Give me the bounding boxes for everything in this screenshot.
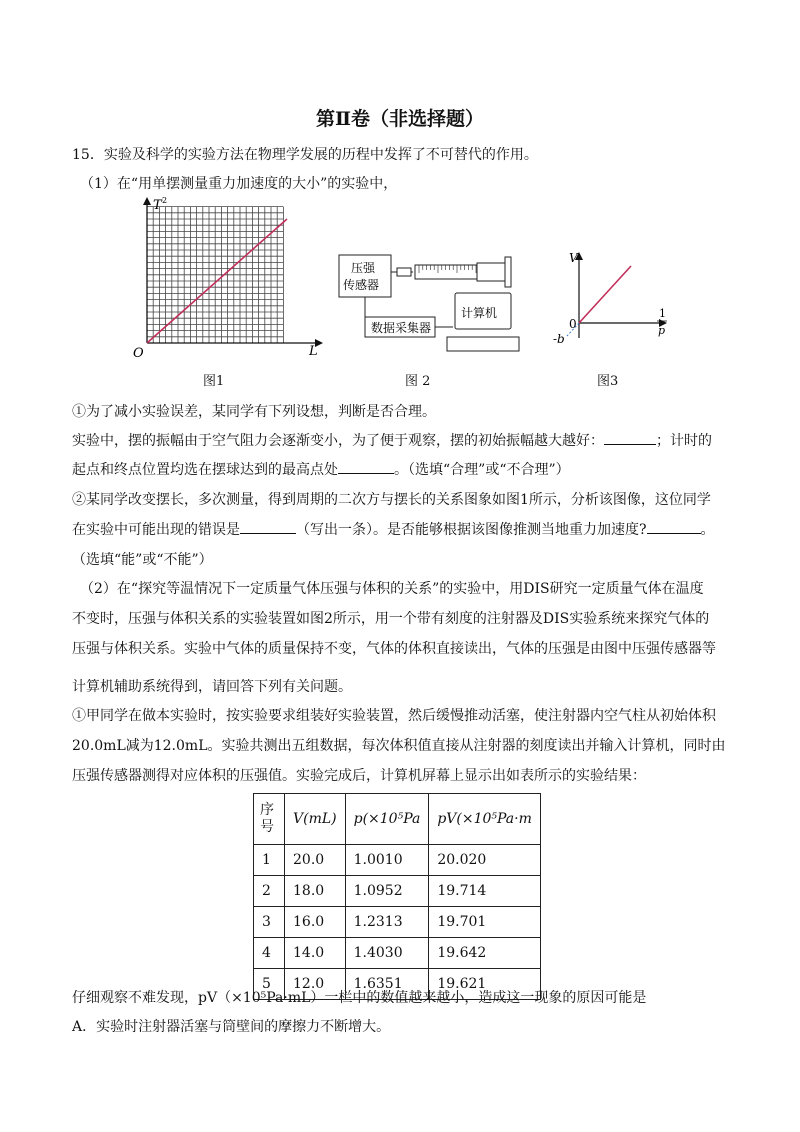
table-cell: 1.0010 — [345, 845, 429, 876]
table-cell: 20.0 — [285, 845, 346, 876]
table-cell: 2 — [254, 876, 285, 907]
table-cell: 3 — [254, 907, 285, 938]
figure-3-graph — [545, 248, 685, 360]
figure-3-origin: 0 — [569, 317, 577, 331]
part1-intro: （1）在“用单摆测量重力加速度的大小”的实验中， — [80, 176, 398, 192]
table-header-row — [254, 794, 541, 845]
figure-1-caption: 图1 — [203, 374, 225, 389]
table-cell: 1.0952 — [345, 876, 429, 907]
part2-line3: 压强与体积关系。实验中气体的质量保持不变，气体的体积直接读出，气体的压强是由图中压强传感器等 — [72, 641, 716, 657]
table-cell: 19.642 — [429, 938, 541, 969]
item2-line2 — [72, 519, 715, 539]
pressure-sensor-label-1: 压强 — [351, 261, 376, 275]
answer-blank-1[interactable] — [604, 430, 656, 445]
computer-base — [447, 337, 519, 351]
p2-item1-line1: ①甲同学在做本实验时，按实验要求组装好实验装置，然后缓慢推动活塞，使注射器内空气柱从初始体积 — [72, 708, 716, 724]
figure-1-y-label: T — [153, 198, 162, 213]
after-table-text: 仔细观察不难发现，pV（×10⁵Pa·mL）一栏中的数值越来越小，造成这一现象的原因可能是 — [72, 990, 647, 1006]
table-cell: 12.0 — [285, 969, 346, 1000]
figure-2-apparatus — [335, 245, 525, 360]
table-cell: 14.0 — [285, 938, 346, 969]
table-cell: 18.0 — [285, 876, 346, 907]
p2-item1-line2: 20.0mL减为12.0mL。实验共测出五组数据，每次体积值直接从注射器的刻度读出并输入计算机，同时由 — [72, 738, 726, 754]
figure-3-caption: 图3 — [597, 374, 619, 389]
table-row — [254, 938, 541, 969]
table-cell: 1.6351 — [345, 969, 429, 1000]
item1-line1 — [72, 430, 712, 450]
figure-1-graph — [125, 195, 325, 365]
figure-3-y-label: V — [569, 251, 578, 265]
figure-1-y-arrow — [143, 197, 151, 205]
item1-line2-text-b: 。（选填“合理”或“不合理”） — [394, 462, 570, 478]
item2-line3: （选填“能”或“不能”） — [72, 552, 213, 568]
data-collector-label: 数据采集器 — [371, 321, 432, 335]
answer-blank-2[interactable] — [338, 459, 394, 474]
answer-blank-3[interactable] — [240, 519, 296, 534]
part2-line2: 不变时，压强与体积关系的实验装置如图2所示，用一个带有刻度的注射器及DIS实验系统来探究气体的 — [72, 611, 710, 627]
item1-line1-text-b: ；计时的 — [656, 433, 712, 449]
item2-line2-text-a: 在实验中可能出现的错误是 — [72, 522, 240, 538]
figure-1-grid — [147, 207, 283, 343]
table-cell: 4 — [254, 938, 285, 969]
table-cell: 20.020 — [429, 845, 541, 876]
syringe-barrel — [415, 265, 477, 279]
table-cell: 1 — [254, 845, 285, 876]
option-a: A．实验时注射器活塞与筒壁间的摩擦力不断增大。 — [72, 1019, 391, 1035]
item1-intro: ①为了减小实验误差，某同学有下列设想，判断是否合理。 — [72, 404, 436, 420]
figure-3-neg-label: -b — [553, 332, 565, 346]
table-cell: 1.2313 — [345, 907, 429, 938]
table-cell: 19.714 — [429, 876, 541, 907]
table-cell: 5 — [254, 969, 285, 1000]
question-intro: 15．实验及科学的实验方法在物理学发展的历程中发挥了不可替代的作用。 — [72, 147, 538, 163]
table-row — [254, 907, 541, 938]
table-cell: 1.4030 — [345, 938, 429, 969]
figure-2-caption: 图 2 — [405, 374, 431, 389]
data-table — [253, 793, 541, 1000]
part2-line4: 计算机辅助系统得到，请回答下列有关问题。 — [72, 679, 352, 695]
section-title: 第Ⅱ卷（非选择题） — [315, 108, 484, 130]
table-row — [254, 876, 541, 907]
syringe-tip — [397, 268, 411, 276]
item2-line2-text-c: 。 — [700, 522, 715, 538]
figure-3-data-line — [579, 266, 631, 323]
syringe-plunger-head — [505, 257, 511, 287]
computer-label: 计算机 — [461, 306, 498, 320]
table-header-volume: V(mL) — [285, 794, 346, 845]
table-cell: 16.0 — [285, 907, 346, 938]
answer-blank-4[interactable] — [647, 519, 701, 534]
table-header-pv: pV(×10⁵Pa·m — [429, 794, 541, 845]
p2-item1-line3: 压强传感器测得对应体积的压强值。实验完成后，计算机屏幕上显示出如表所示的实验结果： — [72, 768, 646, 784]
figure-1-y-label-sup: 2 — [162, 196, 168, 205]
table-cell: 19.701 — [429, 907, 541, 938]
item2-line1: ②某同学改变摆长，多次测量，得到周期的二次方与摆长的关系图象如图1所示，分析该图像，这位同学 — [72, 492, 711, 508]
pressure-sensor-label-2: 传感器 — [343, 278, 380, 292]
table-cell: 19.621 — [429, 969, 541, 1000]
figure-1-origin: O — [133, 346, 144, 361]
figure-3-x-label-num: 1 — [659, 307, 666, 320]
part2-line1: （2）在“探究等温情况下一定质量气体压强与体积的关系”的实验中，用DIS研究一定质量气体在温度 — [80, 581, 704, 597]
figure-3-x-label-den: p — [658, 324, 666, 337]
item1-line2 — [72, 459, 570, 479]
table-row — [254, 845, 541, 876]
table-header-pressure: p(×10⁵Pa — [345, 794, 429, 845]
syringe-plunger — [477, 263, 505, 281]
item1-line1-text-a: 实验中，摆的振幅由于空气阻力会逐渐变小，为了便于观察，摆的初始振幅越大越好： — [72, 433, 604, 449]
figure-1-x-label: L — [309, 344, 318, 359]
item2-line2-text-b: （写出一条）。是否能够根据该图像推测当地重力加速度? — [296, 522, 647, 538]
item1-line2-text-a: 起点和终点位置均选在摆球达到的最高点处 — [72, 462, 338, 478]
table-header-index: 序号 — [254, 794, 285, 845]
